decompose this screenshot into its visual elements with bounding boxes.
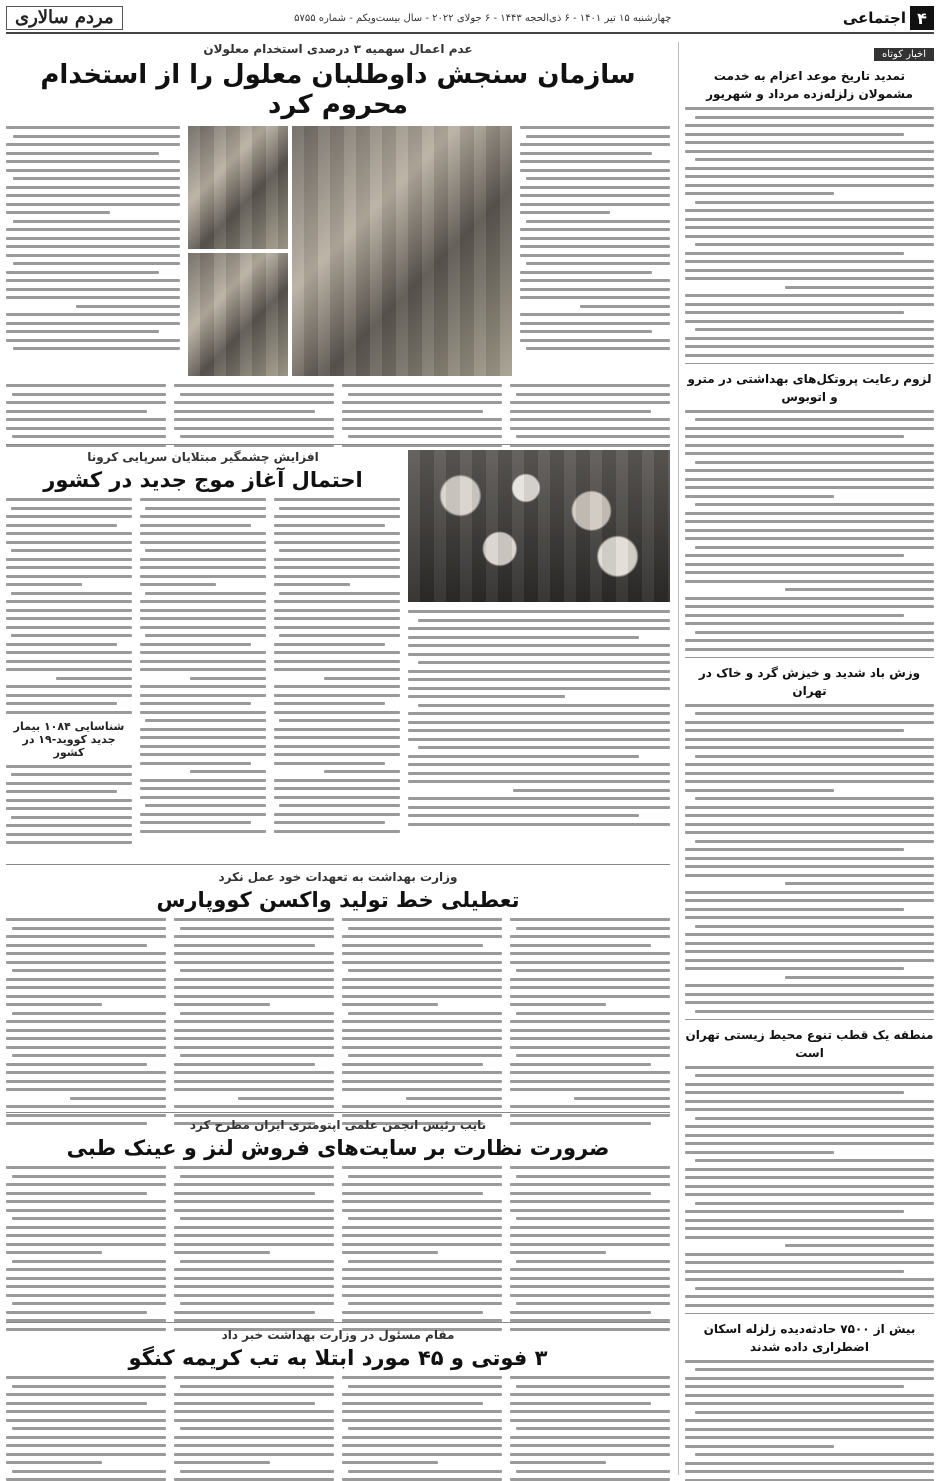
vaccine-text-col [510, 918, 670, 1125]
news-body-dust [685, 704, 934, 1013]
news-body-district1 [685, 1066, 934, 1307]
dateline: چهارشنبه ۱۵ تیر ۱۴۰۱ - ۶ ذی‌الحجه ۱۴۴۳ - ۶ جولای ۲۰۲۲ - سال بیست‌ویکم - شماره ۵۷۵۵ [294, 12, 672, 24]
lead-photo-woman [188, 126, 288, 249]
lead-text-col [342, 384, 502, 447]
lead-headline: سازمان سنجش داوطلبان معلول را از استخدام محروم کرد [40, 60, 636, 120]
lead-photo-man-at-desk [292, 126, 512, 376]
section-number: ۴ [910, 6, 934, 30]
lead-article [6, 42, 670, 440]
lead-photo-office [188, 253, 288, 376]
divider [685, 363, 934, 364]
news-headline-district1: منطقه یک قطب تنوع محیط زیستی تهران است [685, 1027, 934, 1060]
short-news-tag: اخبار کوتاه [874, 48, 934, 61]
congo-article [6, 1328, 670, 1481]
optics-kicker: نایب رئیس انجمن علمی اپتومتری ایران مطرح کرد [189, 1118, 487, 1132]
divider [6, 864, 670, 865]
congo-text-col [6, 1376, 166, 1481]
vaccine-headline: تعطیلی خط تولید واکسن کووپارس [156, 888, 520, 912]
main-area [6, 42, 670, 1475]
divider [685, 1313, 934, 1314]
optics-text-col [510, 1166, 670, 1331]
divider [685, 1019, 934, 1020]
vaccine-kicker: وزارت بهداشت به تعهدات خود عمل نکرد [218, 870, 458, 884]
vaccine-text-col [342, 918, 502, 1125]
vaccine-article [6, 870, 670, 1108]
news-headline-conscription: تمدید تاریخ موعد اعزام به خدمت مشمولان زلزله‌زده مرداد و شهریور [706, 69, 913, 101]
congo-text-col [342, 1376, 502, 1481]
news-body-conscription [685, 107, 934, 357]
lead-text-col [510, 384, 670, 447]
divider [6, 1322, 670, 1323]
lead-text-col [6, 126, 180, 376]
optics-text-col [6, 1166, 166, 1331]
congo-text-col [174, 1376, 334, 1481]
corona-photo-masked-crowd [408, 450, 670, 602]
corona-subhead: شناسایی ۱۰۸۴ بیمار جدید کووید-۱۹ در کشور [13, 719, 125, 759]
vaccine-text-col [6, 918, 166, 1125]
masthead [6, 4, 934, 34]
section-badge [843, 5, 934, 31]
divider [685, 657, 934, 658]
news-headline-metro: لزوم رعایت پروتکل‌های بهداشتی در مترو و اتوبوس [687, 371, 932, 404]
lead-kicker: عدم اعمال سهمیه ۳ درصدی استخدام معلولان [203, 42, 473, 56]
optics-headline: ضرورت نظارت بر سایت‌های فروش لنز و عینک طبی [66, 1136, 610, 1160]
corona-text-col [408, 610, 670, 826]
corona-text-col [6, 498, 132, 844]
corona-headline: احتمال آغاز موج جدید در کشور [43, 468, 363, 492]
news-headline-dust: وزش باد شدید و خیزش گرد و خاک در تهران [698, 665, 921, 698]
lead-text-col [6, 384, 166, 447]
news-body-metro [685, 410, 934, 651]
news-body-earthquake [685, 1360, 934, 1481]
corona-text-col [140, 498, 266, 844]
short-news-column [678, 42, 934, 1475]
optics-text-col [342, 1166, 502, 1331]
congo-text-col [510, 1376, 670, 1481]
congo-headline: ۳ فوتی و ۴۵ مورد ابتلا به تب کریمه کنگو [128, 1346, 548, 1370]
vaccine-text-col [174, 918, 334, 1125]
corona-article [6, 450, 670, 860]
news-headline-earthquake: بیش از ۷۵۰۰ حادثه‌دیده زلزله اسکان اضطراری داده شدند [703, 1321, 916, 1354]
divider [6, 444, 670, 445]
lead-text-col [174, 384, 334, 447]
corona-kicker: افزایش چشمگیر مبتلایان سرپایی کرونا [87, 450, 319, 464]
lead-text-col [520, 126, 670, 376]
corona-text-col [274, 498, 400, 844]
section-name: اجتماعی [842, 9, 906, 27]
optics-article [6, 1118, 670, 1318]
congo-kicker: مقام مسئول در وزارت بهداشت خبر داد [221, 1328, 455, 1342]
optics-text-col [174, 1166, 334, 1331]
paper-name: مردم سالاری [6, 6, 123, 30]
divider [6, 1112, 670, 1113]
